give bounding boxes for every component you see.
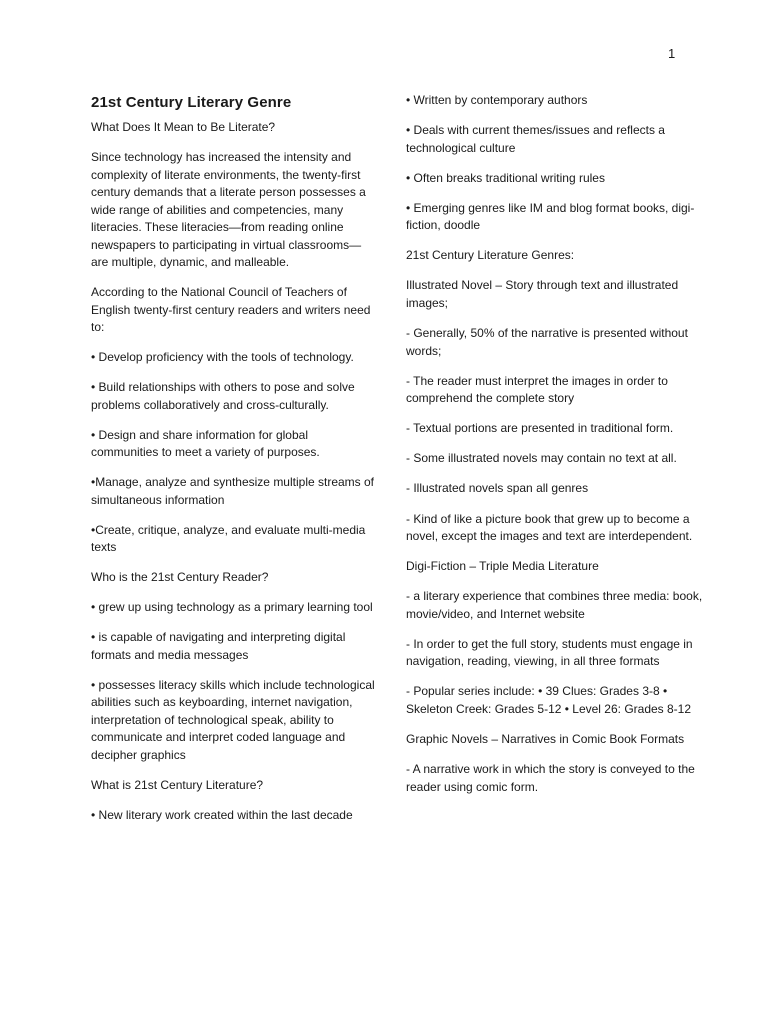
subheading-literature: What is 21st Century Literature? bbox=[91, 777, 264, 792]
dash-item: - Generally, 50% of the narrative is presented without words; bbox=[406, 326, 688, 358]
bullet-item: •Create, critique, analyze, and evaluate multi-media texts bbox=[91, 522, 366, 554]
dash-item: - The reader must interpret the images in order to comprehend the complete story bbox=[406, 373, 668, 406]
right-column bbox=[406, 92, 706, 809]
left-column bbox=[91, 93, 376, 837]
dash-item: - a literary experience that combines three media: book, movie/video, and Internet website bbox=[406, 589, 703, 621]
subheading-genres: 21st Century Literature Genres: bbox=[406, 248, 575, 263]
bullet-item: •Manage, analyze and synthesize multiple streams of simultaneous information bbox=[91, 475, 375, 507]
page-number: 1 bbox=[668, 46, 676, 61]
genre-illustrated-novel: Illustrated Novel – Story through text and illustrated images; bbox=[406, 278, 679, 310]
dash-item: - Some illustrated novels may contain no text at all. bbox=[406, 451, 677, 466]
bullet-item: • New literary work created within the last decade bbox=[91, 807, 353, 822]
dash-item: - In order to get the full story, students must engage in navigation, reading, viewing, in all three formats bbox=[406, 636, 693, 669]
paragraph-ncte: According to the National Council of Teachers of English twenty-first century readers and writers need to: bbox=[91, 285, 371, 334]
subheading-reader: Who is the 21st Century Reader? bbox=[91, 570, 269, 584]
bullet-item: • is capable of navigating and interpreting digital formats and media messages bbox=[91, 630, 346, 662]
document-title: 21st Century Literary Genre bbox=[91, 94, 292, 111]
dash-item: - Kind of like a picture book that grew up to become a novel, except the images and text are interdependent. bbox=[406, 511, 693, 544]
bullet-item: • Deals with current themes/issues and reflects a technological culture bbox=[406, 123, 665, 155]
bullet-item: • Emerging genres like IM and blog format books, digi-fiction, doodle bbox=[406, 200, 695, 233]
bullet-item: • Develop proficiency with the tools of technology. bbox=[91, 350, 354, 364]
bullet-item: • Design and share information for global communities to meet a variety of purposes. bbox=[91, 427, 320, 459]
bullet-item: • possesses literacy skills which include technological abilities such as keyboarding, internet navigation, interpretation of technological speak, ability to communicate and interpret coded language and decipher graphics bbox=[91, 677, 375, 762]
subheading-literate: What Does It Mean to Be Literate? bbox=[91, 120, 276, 134]
dash-item: - Textual portions are presented in traditional form. bbox=[406, 421, 674, 436]
bullet-item: • Often breaks traditional writing rules bbox=[406, 170, 605, 185]
dash-item: - A narrative work in which the story is conveyed to the reader using comic form. bbox=[406, 762, 695, 794]
paragraph-literacies: Since technology has increased the intensity and complexity of literate environments, the twenty-first century demands that a literate person possesses a wide range of abilities and competencies, many literacies. These literacies—from reading online newspapers to participating in virtual classrooms— are multiple, dynamic, and malleable. bbox=[91, 150, 366, 269]
bullet-item: • Written by contemporary authors bbox=[406, 93, 588, 107]
bullet-item: • Build relationships with others to pose and solve problems collaboratively and cross-culturally. bbox=[91, 380, 355, 412]
genre-digi-fiction: Digi-Fiction – Triple Media Literature bbox=[406, 559, 599, 574]
dash-item: - Popular series include: • 39 Clues: Grades 3-8 • Skeleton Creek: Grades 5-12 • Level 26: Grades 8-12 bbox=[406, 684, 692, 716]
bullet-item: • grew up using technology as a primary learning tool bbox=[91, 600, 373, 614]
genre-graphic-novels: Graphic Novels – Narratives in Comic Book Formats bbox=[406, 732, 685, 746]
dash-item: - Illustrated novels span all genres bbox=[406, 481, 589, 496]
